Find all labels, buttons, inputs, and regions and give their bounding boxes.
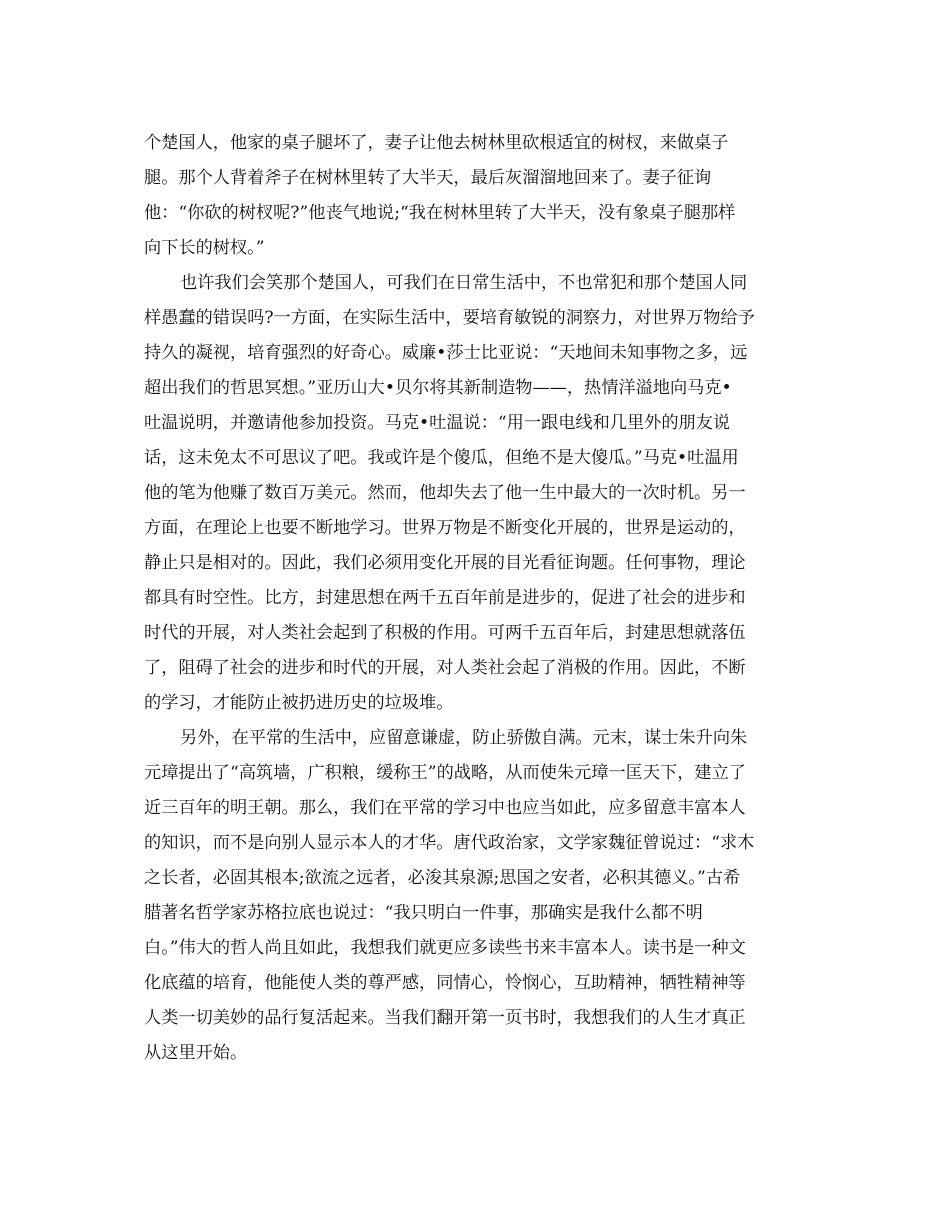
text-line: 人类一切美妙的品行复活起来。当我们翻开第一页书时，我想我们的人生才真正 xyxy=(144,1008,746,1028)
text-line: 超出我们的哲思冥想。”亚历山大•贝尔将其新制造物——，热情洋溢地向马克• xyxy=(144,378,732,398)
text-line: 腿。那个人背着斧子在树林里转了大半天，最后灰溜溜地回来了。妻子征询 xyxy=(144,168,712,188)
text-line: 都具有时空性。比方，封建思想在两千五百年前是进步的，促进了社会的进步和 xyxy=(144,588,746,608)
text-line: 静止只是相对的。因此，我们必须用变化开展的目光看征询题。任何事物，理论 xyxy=(144,553,746,573)
text-line: 时代的开展，对人类社会起到了积极的作用。可两千五百年后，封建思想就落伍 xyxy=(144,623,746,643)
text-line: 他：“你砍的树杈呢?”他丧气地说;“我在树林里转了大半天，没有象桌子腿那样 xyxy=(144,203,736,223)
text-line: 持久的凝视，培育强烈的好奇心。威廉•莎士比亚说：“天地间未知事物之多，远 xyxy=(144,343,748,363)
text-line: 他的笔为他赚了数百万美元。然而，他却失去了他一生中最大的一次时机。另一 xyxy=(144,483,746,503)
text-line: 元璋提出了“高筑墙，广积粮，缓称王”的战略，从而使朱元璋一匡天下，建立了 xyxy=(144,763,746,783)
text-line: 化底蕴的培育，他能使人类的尊严感，同情心，怜悯心，互助精神，牺牲精神等 xyxy=(144,973,746,993)
text-line: 腊著名哲学家苏格拉底也说过：“我只明白一件事，那确实是我什么都不明 xyxy=(144,903,703,923)
text-line: 近三百年的明王朝。那么，我们在平常的学习中也应当如此，应多留意丰富本人 xyxy=(144,798,746,818)
text-line: 了，阻碍了社会的进步和时代的开展，对人类社会起了消极的作用。因此，不断 xyxy=(144,658,746,678)
text-line: 方面，在理论上也要不断地学习。世界万物是不断变化开展的，世界是运动的， xyxy=(144,518,746,538)
text-line: 样愚蠢的错误吗?一方面，在实际生活中，要培育敏锐的洞察力，对世界万物给予 xyxy=(144,308,755,328)
text-line: 之长者，必固其根本;欲流之远者，必浚其泉源;思国之安者，必积其德义。”古希 xyxy=(144,868,741,888)
text-line: 向下长的树杈。” xyxy=(144,238,265,258)
text-line: 的学习，才能防止被扔进历史的垃圾堆。 xyxy=(144,693,454,713)
paragraph-start-line: 也许我们会笑那个楚国人，可我们在日常生活中，不也常犯和那个楚国人同 xyxy=(180,273,748,293)
text-line: 从这里开始。 xyxy=(144,1043,248,1063)
text-line: 白。”伟大的哲人尚且如此，我想我们就更应多读些书来丰富本人。读书是一种文 xyxy=(144,938,746,958)
text-line: 的知识，而不是向别人显示本人的才华。唐代政治家，文学家魏征曾说过：“求木 xyxy=(144,833,755,853)
text-line: 吐温说明，并邀请他参加投资。马克•吐温说：“用一跟电线和几里外的朋友说 xyxy=(144,413,731,433)
paragraph-start-line: 另外，在平常的生活中，应留意谦虚，防止骄傲自满。元末，谋士朱升向朱 xyxy=(180,728,748,748)
text-line: 话，这未免太不可思议了吧。我或许是个傻瓜，但绝不是大傻瓜。”马克•吐温用 xyxy=(144,448,739,468)
text-line: 个楚国人，他家的桌子腿坏了，妻子让他去树林里砍根适宜的树杈，来做桌子 xyxy=(144,133,729,153)
